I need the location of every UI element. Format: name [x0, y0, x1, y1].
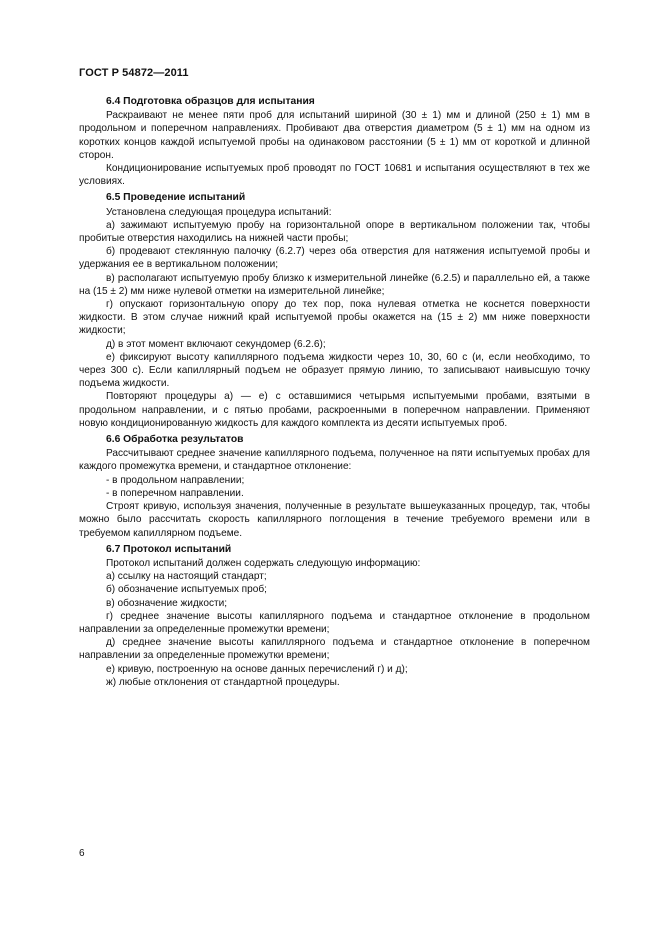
list-item: д) среднее значение высоты капиллярного подъема и стандартное отклонение в поперечном направлении за определенные промежутки времени;: [79, 637, 590, 662]
section-heading-6-7: 6.7 Протокол испытаний: [106, 543, 232, 555]
page-number: 6: [79, 848, 85, 859]
paragraph: Установлена следующая процедура испытаний:: [106, 206, 332, 218]
list-item: - в продольном направлении;: [106, 474, 245, 486]
paragraph: Строят кривую, используя значения, полученные в результате вышеуказанных процедур, так, чтобы можно было рассчитать скорость капиллярного поглощения в течение требуемого времени или в требуемом капиллярном подъеме.: [79, 501, 590, 539]
paragraph: Рассчитывают среднее значение капиллярного подъема, полученное на пяти испытуемых пробах для каждого промежутка времени, и стандартное отклонение:: [79, 448, 590, 473]
list-item: б) продевают стеклянную палочку (6.2.7) через оба отверстия для натяжения испытуемой пробы и удержания ее в вертикальном положении;: [79, 246, 590, 271]
paragraph: Раскраивают не менее пяти проб для испытаний шириной (30 ± 1) мм и длиной (250 ± 1) мм в продольном и поперечном направлениях. Пробивают два отверстия диаметром (5 ± 1) мм на одном из коротких концов каждой испытуемой пробы на одинаковом расстоянии (5 ± 1) мм от короткой и длинной сторон.: [79, 110, 590, 161]
section-heading-6-5: 6.5 Проведение испытаний: [106, 192, 246, 204]
list-item: ж) любые отклонения от стандартной процедуры.: [106, 676, 340, 688]
list-item: в) располагают испытуемую пробу близко к измерительной линейке (6.2.5) и параллельно ей, а также на (15 ± 2) мм ниже нулевой отметки на измерительной линейке;: [79, 272, 590, 297]
document-body: [79, 95, 590, 689]
paragraph: Протокол испытаний должен содержать следующую информацию:: [106, 557, 421, 569]
list-item: - в поперечном направлении.: [106, 487, 244, 499]
list-item: а) зажимают испытуемую пробу на горизонтальной опоре в вертикальном положении так, чтобы пробитые отверстия находились на нижней части пробы;: [79, 219, 590, 245]
document-id: ГОСТ Р 54872—2011: [79, 67, 189, 79]
list-item: б) обозначение испытуемых проб;: [106, 584, 267, 596]
list-item: е) фиксируют высоту капиллярного подъема жидкости через 10, 30, 60 с (и, если необходимо, то через 300 с). Если капиллярный подъем не образует прямую линию, то записывают наивысшую точку подъема жидкости.: [79, 351, 590, 390]
list-item: в) обозначение жидкости;: [106, 597, 228, 609]
paragraph: Повторяют процедуры а) — е) с оставшимися четырьмя испытуемыми пробами, взятыми в продольном направлении, и с пятью пробами, раскроенными в поперечном направлении. Применяют новую кондиционированную жидкость для каждого комплекта из десяти испытуемых проб.: [79, 391, 590, 429]
section-heading-6-4: 6.4 Подготовка образцов для испытания: [106, 96, 315, 107]
list-item: е) кривую, построенную на основе данных перечислений г) и д);: [106, 663, 408, 675]
list-item: г) среднее значение высоты капиллярного подъема и стандартное отклонение в продольном направлении за определенные промежутки времени;: [79, 610, 590, 635]
list-item: а) ссылку на настоящий стандарт;: [106, 571, 267, 583]
list-item: г) опускают горизонтальную опору до тех пор, пока нулевая отметка не коснется поверхности жидкости. В этом случае нижний край испытуемой пробы окажется на (15 ± 2) мм ниже поверхности жидкости;: [79, 299, 590, 337]
section-heading-6-6: 6.6 Обработка результатов: [106, 434, 244, 446]
list-item: д) в этот момент включают секундомер (6.2.6);: [106, 338, 326, 350]
paragraph: Кондиционирование испытуемых проб проводят по ГОСТ 10681 и испытания осуществляют в тех же условиях.: [79, 163, 590, 188]
